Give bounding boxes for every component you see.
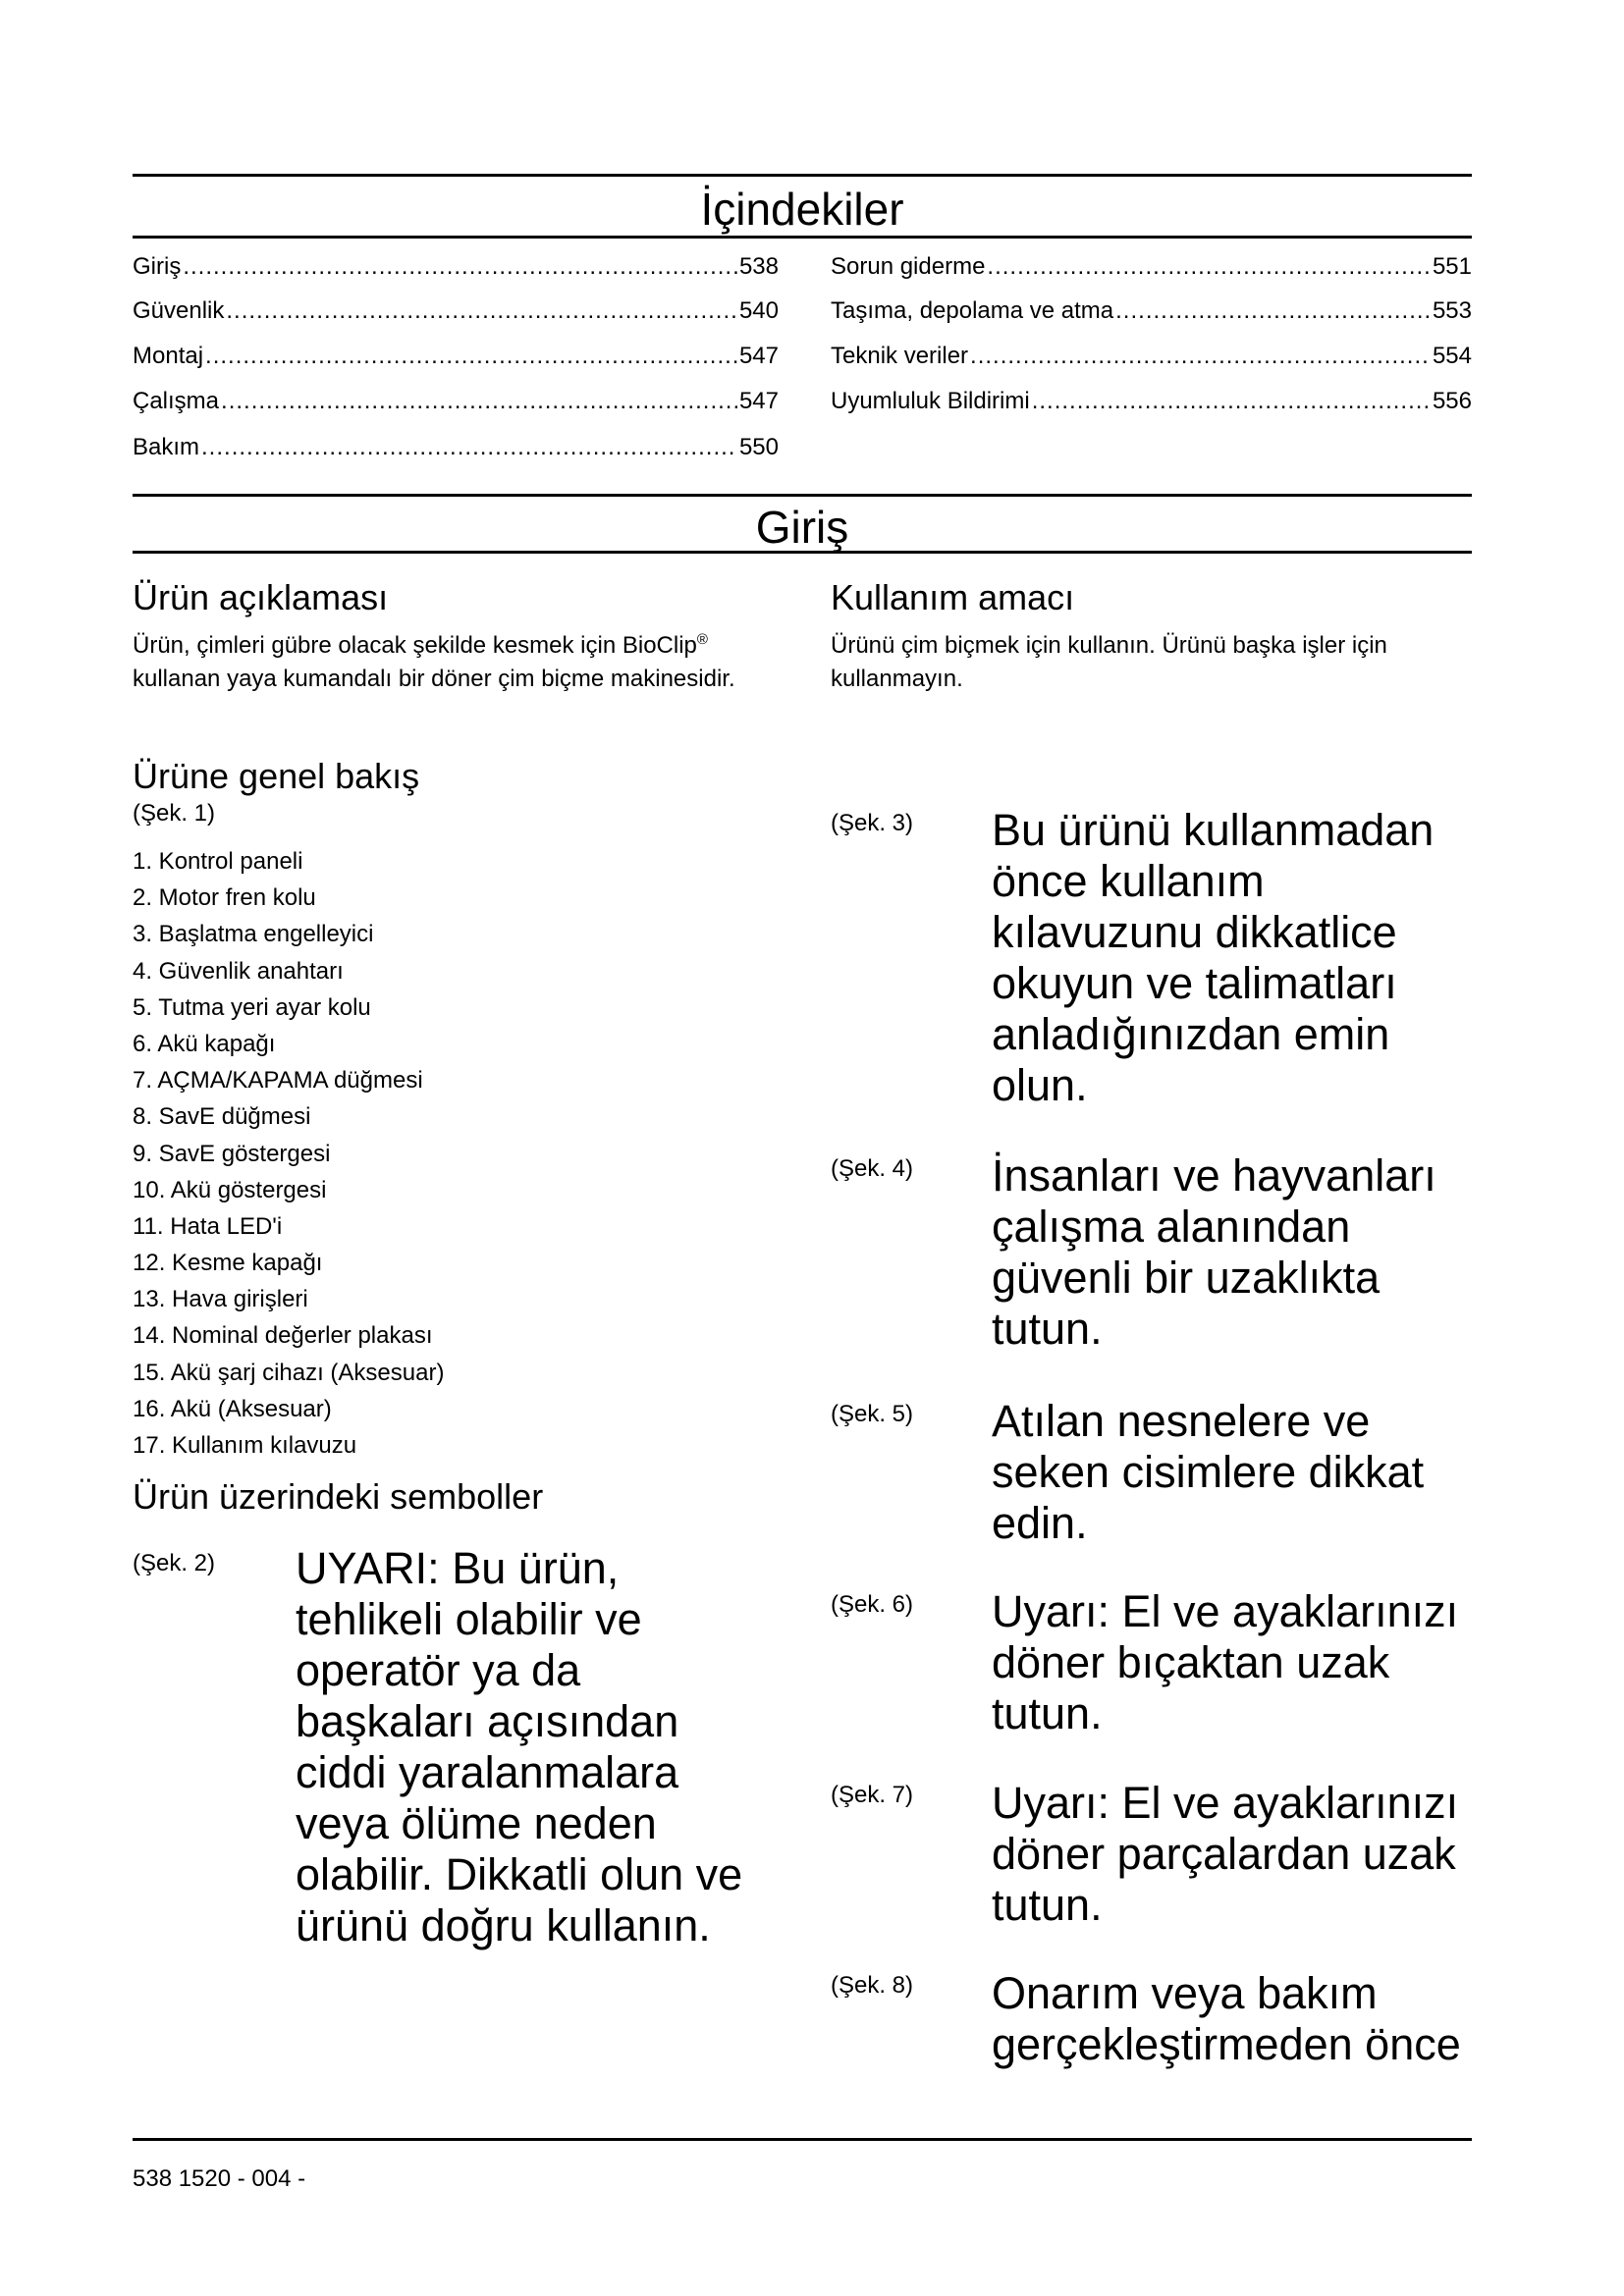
toc-leader-dots bbox=[970, 342, 1431, 371]
toc-leader-dots bbox=[1032, 387, 1431, 416]
list-item: 1. Kontrol paneli bbox=[133, 848, 303, 875]
toc-entry-title: Güvenlik bbox=[133, 297, 225, 324]
symbol-warning-text: Uyarı: El ve ayaklarınızı döner bıçaktan uzak tutun. bbox=[992, 1586, 1459, 1738]
toc-entry-page: 550 bbox=[738, 434, 779, 460]
toc-entry[interactable] bbox=[133, 252, 779, 282]
toc-entry-page: 540 bbox=[738, 297, 779, 324]
product-description-text-part2: kullanan yaya kumandalı bir döner çim biçme makinesidir. bbox=[133, 666, 735, 692]
list-item: 3. Başlatma engelleyici bbox=[133, 921, 374, 948]
toc-entry[interactable] bbox=[133, 342, 779, 371]
toc-entry-title: Giriş bbox=[133, 253, 182, 280]
toc-entry-title: Çalışma bbox=[133, 388, 220, 414]
toc-entry-page: 554 bbox=[1432, 343, 1472, 369]
toc-leader-dots bbox=[183, 252, 737, 282]
toc-entry-title: Sorun giderme bbox=[831, 253, 986, 280]
intended-use-text: Ürünü çim biçmek için kullanın. Ürünü başka işler için kullanmayın. bbox=[831, 632, 1387, 692]
toc-entry-title: Teknik veriler bbox=[831, 343, 969, 369]
toc-entry[interactable] bbox=[831, 387, 1472, 416]
list-item: 7. AÇMA/KAPAMA düğmesi bbox=[133, 1067, 423, 1095]
list-item: 8. SavE düğmesi bbox=[133, 1103, 311, 1131]
overview-heading: Ürüne genel bakış bbox=[133, 756, 420, 796]
toc-entry-title: Taşıma, depolama ve atma bbox=[831, 297, 1114, 324]
list-item: 6. Akü kapağı bbox=[133, 1030, 276, 1057]
symbol-warning-text: Uyarı: El ve ayaklarınızı döner parçalardan uzak tutun. bbox=[992, 1778, 1459, 1930]
symbols-heading: Ürün üzerindeki semboller bbox=[133, 1476, 544, 1517]
product-description-text-part1: Ürün, çimleri gübre olacak şekilde kesmek için BioClip bbox=[133, 632, 697, 659]
toc-entry[interactable] bbox=[133, 387, 779, 416]
toc-entry[interactable] bbox=[831, 342, 1472, 371]
list-item: 17. Kullanım kılavuzu bbox=[133, 1432, 357, 1459]
registered-mark: ® bbox=[696, 631, 708, 648]
toc-entry-page: 547 bbox=[738, 388, 779, 414]
list-item: 11. Hata LED'i bbox=[133, 1212, 283, 1240]
list-item: 9. SavE göstergesi bbox=[133, 1140, 331, 1167]
toc-heading: İçindekiler bbox=[700, 184, 904, 235]
toc-entry[interactable] bbox=[831, 296, 1472, 326]
toc-leader-dots bbox=[201, 433, 737, 462]
product-description-heading: Ürün açıklaması bbox=[133, 577, 389, 617]
intended-use-heading: Kullanım amacı bbox=[831, 577, 1075, 617]
symbol-figure-ref: (Şek. 6) bbox=[831, 1591, 914, 1618]
toc-entry-title: Uyumluluk Bildirimi bbox=[831, 388, 1030, 414]
intro-heading: Giriş bbox=[755, 502, 849, 553]
toc-leader-dots bbox=[221, 387, 737, 416]
overview-component-list bbox=[133, 843, 444, 1464]
toc-entry[interactable] bbox=[133, 296, 779, 326]
toc-entry-page: 553 bbox=[1432, 297, 1472, 324]
toc-entry-title: Bakım bbox=[133, 434, 200, 460]
list-item: 12. Kesme kapağı bbox=[133, 1250, 323, 1277]
toc-leader-dots bbox=[226, 296, 737, 326]
list-item: 4. Güvenlik anahtarı bbox=[133, 957, 344, 985]
symbol-figure-ref: (Şek. 5) bbox=[831, 1401, 914, 1427]
symbol-warning-text: İnsanları ve hayvanları çalışma alanından güvenli bir uzaklıkta tutun. bbox=[992, 1150, 1436, 1354]
footer-doc-number: 538 1520 - 004 - bbox=[133, 2165, 306, 2192]
toc-entry[interactable] bbox=[831, 252, 1472, 282]
list-item: 5. Tutma yeri ayar kolu bbox=[133, 993, 371, 1021]
symbol-figure-ref: (Şek. 3) bbox=[831, 810, 914, 836]
symbol-figure-ref: (Şek. 2) bbox=[133, 1550, 216, 1576]
intro-top-rule bbox=[133, 494, 1472, 497]
symbol-warning-text: Onarım veya bakım gerçekleştirmeden önce bbox=[992, 1968, 1461, 2069]
toc-entry-page: 538 bbox=[738, 253, 779, 280]
toc-entry[interactable] bbox=[133, 433, 779, 462]
overview-figure-ref: (Şek. 1) bbox=[133, 800, 216, 827]
symbol-figure-ref: (Şek. 8) bbox=[831, 1972, 914, 1999]
list-item: 15. Akü şarj cihazı (Aksesuar) bbox=[133, 1359, 445, 1386]
list-item: 13. Hava girişleri bbox=[133, 1286, 308, 1313]
intro-bottom-rule bbox=[133, 551, 1472, 554]
toc-leader-dots bbox=[1115, 296, 1431, 326]
footer-rule bbox=[133, 2138, 1472, 2141]
toc-leader-dots bbox=[205, 342, 737, 371]
list-item: 2. Motor fren kolu bbox=[133, 884, 316, 912]
toc-entry-page: 547 bbox=[738, 343, 779, 369]
symbol-warning-text: Bu ürünü kullanmadan önce kullanım kılavuzunu dikkatlice okuyun ve talimatları anladığınızdan emin olun. bbox=[992, 805, 1435, 1110]
toc-entry-page: 556 bbox=[1432, 388, 1472, 414]
toc-leader-dots bbox=[987, 252, 1431, 282]
symbol-warning-text: Atılan nesnelere ve seken cisimlere dikkat edin. bbox=[992, 1396, 1425, 1548]
list-item: 16. Akü (Aksesuar) bbox=[133, 1395, 332, 1422]
toc-entry-title: Montaj bbox=[133, 343, 204, 369]
symbol-figure-ref: (Şek. 7) bbox=[831, 1782, 914, 1808]
list-item: 10. Akü göstergesi bbox=[133, 1176, 327, 1203]
product-description-text bbox=[133, 629, 771, 696]
toc-entry-page: 551 bbox=[1432, 253, 1472, 280]
symbol-warning-text: UYARI: Bu ürün, tehlikeli olabilir ve operatör ya da başkaları açısından ciddi yaralanmalara veya ölüme neden olabilir. Dikkatli olun ve ürünü doğru kullanın. bbox=[296, 1543, 743, 1950]
symbol-figure-ref: (Şek. 4) bbox=[831, 1155, 914, 1182]
list-item: 14. Nominal değerler plakası bbox=[133, 1322, 433, 1350]
toc-top-rule bbox=[133, 174, 1472, 177]
toc-bottom-rule bbox=[133, 236, 1472, 239]
